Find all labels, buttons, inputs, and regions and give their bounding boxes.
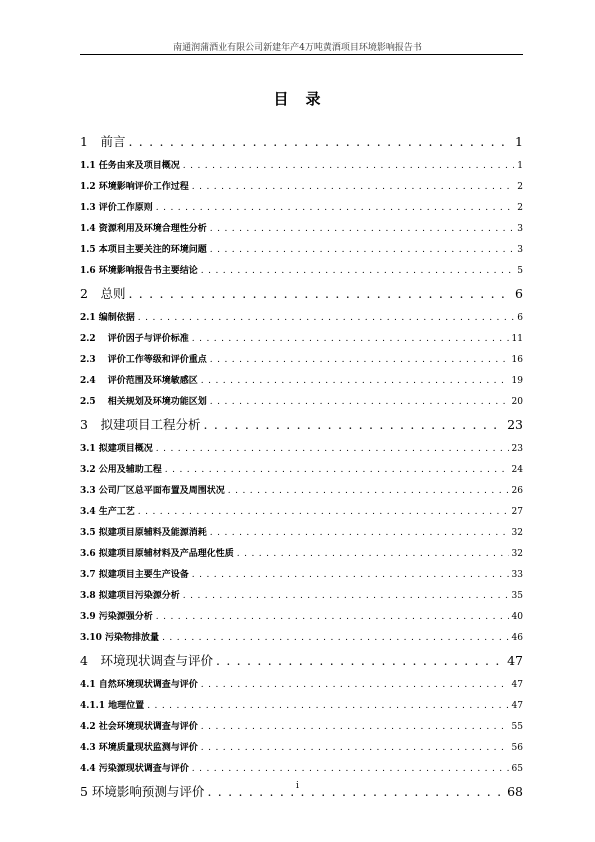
toc-entry-page: 26 <box>511 486 523 496</box>
toc-entry-page: 23 <box>507 417 523 432</box>
toc-leader-dots <box>210 528 509 538</box>
toc-section-entry[interactable] <box>80 394 523 415</box>
toc-leader-dots <box>128 286 512 301</box>
header-divider <box>80 54 523 55</box>
toc-leader-dots <box>156 444 509 454</box>
toc-entry-label: 3.3 公司厂区总平面布置及周围状况 <box>80 486 225 496</box>
toc-leader-dots <box>201 376 509 386</box>
toc-entry-label: 3.6 拟建项目原辅材料及产品理化性质 <box>80 549 234 559</box>
toc-entry-page: 65 <box>511 764 523 774</box>
toc-entry-page: 32 <box>511 528 523 538</box>
toc-entry-label: 1.6 环境影响报告书主要结论 <box>80 266 198 276</box>
toc-section-entry[interactable] <box>80 200 523 221</box>
toc-section-entry[interactable] <box>80 630 523 651</box>
toc-entry-page: 3 <box>517 245 523 255</box>
toc-leader-dots <box>210 224 514 234</box>
toc-entry-page: 6 <box>515 286 523 301</box>
toc-entry-page: 24 <box>511 465 523 475</box>
toc-entry-page: 2 <box>517 182 523 192</box>
toc-entry-page: 2 <box>517 203 523 213</box>
toc-leader-dots <box>201 743 509 753</box>
toc-entry-label: 3.5 拟建项目原辅料及能源消耗 <box>80 528 207 538</box>
toc-entry-page: 68 <box>507 784 523 799</box>
toc-entry-page: 47 <box>511 680 523 690</box>
toc-section-entry[interactable] <box>80 263 523 284</box>
toc-leader-dots <box>237 549 509 559</box>
toc-title: 目 录 <box>273 90 322 108</box>
toc-chapter-entry[interactable] <box>80 284 523 310</box>
toc-entry-label: 1.5 本项目主要关注的环境问题 <box>80 245 207 255</box>
toc-entry-page: 5 <box>517 266 523 276</box>
toc-entry-page: 11 <box>511 334 523 344</box>
toc-section-entry[interactable] <box>80 331 523 352</box>
toc-entry-label: 2.2 评价因子与评价标准 <box>80 334 189 344</box>
toc-entry-page: 1 <box>517 161 523 171</box>
toc-entry-label: 4.3 环境质量现状监测与评价 <box>80 743 198 753</box>
toc-entry-label: 3.2 公用及辅助工程 <box>80 465 162 475</box>
toc-section-entry[interactable] <box>80 373 523 394</box>
toc-entry-label: 3.8 拟建项目污染源分析 <box>80 591 180 601</box>
toc-entry-page: 19 <box>511 376 523 386</box>
toc-leader-dots <box>216 653 504 668</box>
toc-leader-dots <box>183 161 514 171</box>
toc-entry-label: 3.1 拟建项目概况 <box>80 444 153 454</box>
toc-entry-page: 1 <box>515 134 523 149</box>
toc-section-entry[interactable] <box>80 588 523 609</box>
toc-entry-label: 3.7 拟建项目主要生产设备 <box>80 570 189 580</box>
toc-leader-dots <box>210 397 509 407</box>
toc-chapter-entry[interactable] <box>80 651 523 677</box>
toc-leader-dots <box>128 134 512 149</box>
toc-leader-dots <box>210 245 514 255</box>
toc-entry-label: 2.4 评价范围及环境敏感区 <box>80 376 198 386</box>
toc-section-entry[interactable] <box>80 483 523 504</box>
toc-entry-label: 1.1 任务由来及项目概况 <box>80 161 180 171</box>
toc-section-entry[interactable] <box>80 441 523 462</box>
toc-entry-label: 3.9 污染源强分析 <box>80 612 153 622</box>
toc-entry-label: 4 环境现状调查与评价 <box>80 653 213 668</box>
toc-section-entry[interactable] <box>80 158 523 179</box>
toc-entry-page: 33 <box>511 570 523 580</box>
toc-leader-dots <box>156 203 514 213</box>
toc-entry-label: 5 环境影响预测与评价 <box>80 784 205 799</box>
toc-leader-dots <box>138 507 509 517</box>
toc-entry-page: 6 <box>517 313 523 323</box>
toc-leader-dots <box>192 334 509 344</box>
toc-section-entry[interactable] <box>80 221 523 242</box>
toc-section-entry[interactable] <box>80 761 523 782</box>
toc-leader-dots <box>183 591 509 601</box>
toc-leader-dots <box>192 570 509 580</box>
toc-entry-label: 1 前言 <box>80 134 126 149</box>
toc-entry-page: 27 <box>511 507 523 517</box>
toc-section-entry[interactable] <box>80 242 523 263</box>
toc-entry-label: 1.4 资源利用及环境合理性分析 <box>80 224 207 234</box>
toc-entry-page: 47 <box>511 701 523 711</box>
toc-chapter-entry[interactable] <box>80 415 523 441</box>
toc-section-entry[interactable] <box>80 740 523 761</box>
toc-entry-label: 1.2 环境影响评价工作过程 <box>80 182 189 192</box>
toc-section-entry[interactable] <box>80 525 523 546</box>
toc-leader-dots <box>162 633 508 643</box>
toc-leader-dots <box>156 612 509 622</box>
toc-entry-label: 4.1.1 地理位置 <box>80 701 145 711</box>
toc-entry-label: 2 总则 <box>80 286 126 301</box>
toc-entry-label: 3.10 污染物排放量 <box>80 633 160 643</box>
toc-entry-page: 20 <box>511 397 523 407</box>
toc-section-entry[interactable] <box>80 352 523 373</box>
toc-entry-label: 3.4 生产工艺 <box>80 507 135 517</box>
toc-entry-page: 16 <box>511 355 523 365</box>
toc-section-entry[interactable] <box>80 677 523 698</box>
toc-section-entry[interactable] <box>80 609 523 630</box>
toc-section-entry[interactable] <box>80 719 523 740</box>
toc-entry-page: 46 <box>511 633 523 643</box>
toc-chapter-entry[interactable] <box>80 132 523 158</box>
toc-entry-label: 2.3 评价工作等级和评价重点 <box>80 355 207 365</box>
toc-leader-dots <box>228 486 509 496</box>
toc-leader-dots <box>201 680 509 690</box>
toc-entry-page: 23 <box>511 444 523 454</box>
toc-entry-page: 40 <box>511 612 523 622</box>
table-of-contents <box>80 132 523 808</box>
toc-leader-dots <box>203 417 504 432</box>
toc-entry-page: 47 <box>507 653 523 668</box>
toc-section-entry[interactable] <box>80 567 523 588</box>
toc-entry-label: 3 拟建项目工程分析 <box>80 417 201 432</box>
toc-entry-page: 56 <box>511 743 523 753</box>
toc-entry-label: 4.4 污染源现状调查与评价 <box>80 764 189 774</box>
toc-entry-label: 4.2 社会环境现状调查与评价 <box>80 722 198 732</box>
toc-entry-label: 2.1 编制依据 <box>80 313 135 323</box>
toc-leader-dots <box>201 266 514 276</box>
page-header-title: 南通润蒲酒业有限公司新建年产4万吨黄酒项目环境影响报告书 <box>173 43 422 53</box>
toc-leader-dots <box>138 313 514 323</box>
toc-leader-dots <box>165 465 509 475</box>
toc-entry-page: 55 <box>511 722 523 732</box>
toc-leader-dots <box>192 182 514 192</box>
toc-section-entry[interactable] <box>80 698 523 719</box>
toc-section-entry[interactable] <box>80 310 523 331</box>
toc-entry-page: 32 <box>511 549 523 559</box>
footer-page-number: i <box>296 781 299 791</box>
toc-section-entry[interactable] <box>80 179 523 200</box>
toc-leader-dots <box>147 701 508 711</box>
toc-entry-label: 4.1 自然环境现状调查与评价 <box>80 680 198 690</box>
toc-entry-page: 35 <box>511 591 523 601</box>
toc-entry-label: 2.5 相关规划及环境功能区划 <box>80 397 207 407</box>
toc-section-entry[interactable] <box>80 546 523 567</box>
toc-section-entry[interactable] <box>80 504 523 525</box>
toc-leader-dots <box>201 722 509 732</box>
toc-section-entry[interactable] <box>80 462 523 483</box>
toc-leader-dots <box>210 355 509 365</box>
toc-entry-label: 1.3 评价工作原则 <box>80 203 153 213</box>
toc-leader-dots <box>192 764 509 774</box>
toc-entry-page: 3 <box>517 224 523 234</box>
